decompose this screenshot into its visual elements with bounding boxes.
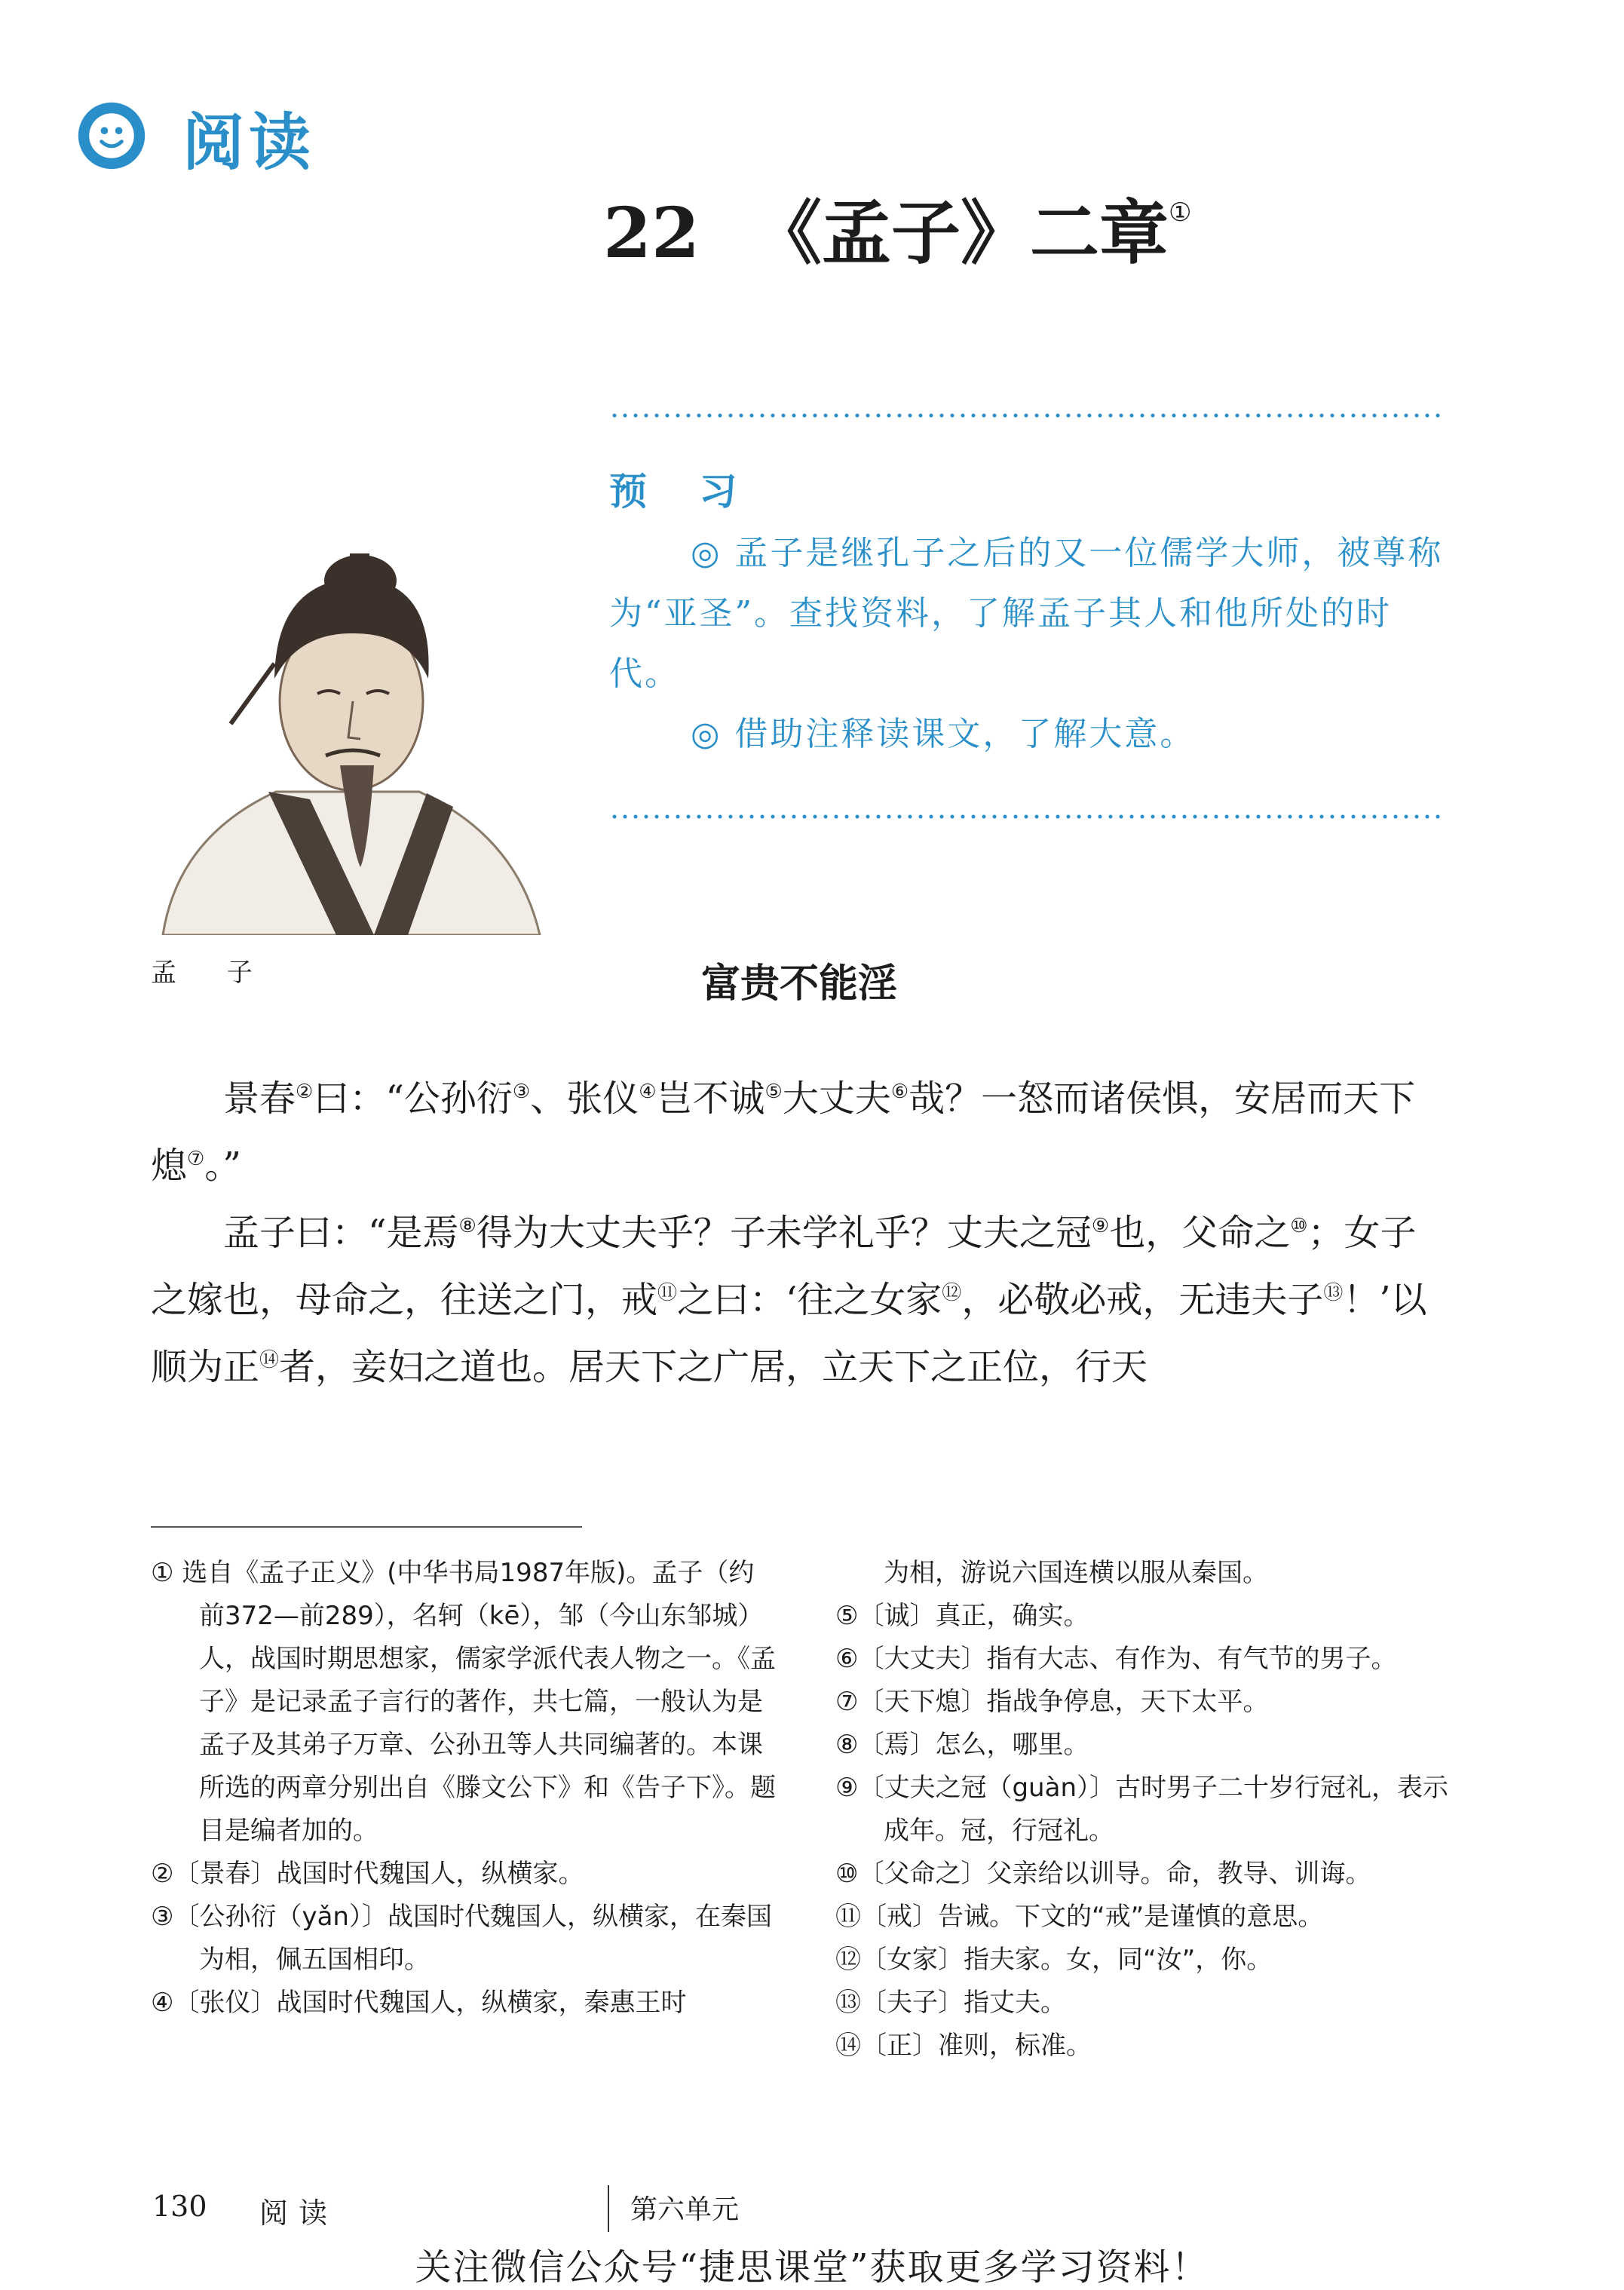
footnote-mark: ⑧: [458, 1215, 476, 1237]
mencius-portrait-icon: [148, 550, 547, 935]
lesson-title-note-mark: ①: [1169, 198, 1192, 228]
portrait-caption: 孟 子: [151, 958, 274, 988]
preview-item: ◎ 借助注释读课文，了解大意。: [691, 715, 1196, 753]
text-segment: ；女子之嫁也，母命之，往送之门，戒: [151, 1212, 1417, 1321]
text-segment: 曰：“公孙衍: [313, 1078, 513, 1120]
footnote-continuation: 为相，游说六国连横以服从秦国。: [884, 1558, 1268, 1588]
footer-unit: 第六单元: [630, 2194, 740, 2225]
footnote: ⑩〔父命之〕父亲给以训导。命，教导、训诲。: [835, 1859, 1371, 1889]
footnote: ③〔公孙衍（yǎn）〕战国时代魏国人，纵横家，在秦国为相，佩五国相印。: [151, 1902, 772, 1975]
footnote: ⑤〔诚〕真正，确实。: [835, 1601, 1089, 1631]
text-segment: 。”: [204, 1145, 241, 1187]
footnote-rule: [151, 1526, 582, 1528]
section-header: [75, 90, 377, 181]
footnote: ⑨〔丈夫之冠（guàn）〕古时男子二十岁行冠礼，表示成年。冠，行冠礼。: [835, 1773, 1448, 1846]
text-segment: ！’以顺为正: [151, 1279, 1427, 1388]
footnote-mark: ⑨: [1091, 1215, 1110, 1237]
text-segment: 大丈夫: [782, 1078, 891, 1120]
footnote-mark: ⑥: [890, 1081, 909, 1103]
footnote-mark: ⑪: [657, 1282, 678, 1304]
preview-box: [609, 461, 1454, 765]
footnote-mark: ⑦: [187, 1148, 205, 1170]
footnotes-right-column: [835, 1552, 1469, 2068]
footnote-mark: ②: [296, 1081, 314, 1103]
footnote: ⑭〔正〕准则，标准。: [835, 2031, 1092, 2061]
text-segment: 景春: [223, 1078, 296, 1120]
footnote-mark: ⑤: [765, 1081, 783, 1103]
text-segment: 也，父命之: [1109, 1212, 1291, 1254]
text-segment: 之曰：‘往之女家: [677, 1279, 942, 1321]
smiley-icon: [75, 100, 148, 172]
footnote-mark: ⑫: [942, 1282, 962, 1304]
text-paragraph: [151, 1062, 1448, 1196]
preview-item: ◎ 孟子是继孔子之后的又一位儒学大师，被尊称为“亚圣”。查找资料，了解孟子其人和他所处的时代。: [609, 534, 1444, 693]
footnote-mark: ⑬: [1323, 1282, 1344, 1304]
text-segment: 得为大丈夫乎？子未学礼乎？丈夫之冠: [476, 1212, 1092, 1254]
text-subtitle: 富贵不能淫: [700, 961, 897, 1007]
text-segment: ，必敬必戒，无违夫子: [961, 1279, 1324, 1321]
main-text: [151, 1062, 1448, 1397]
footnote: ① 选自《孟子正义》(中华书局1987年版)。孟子（约前372—前289），名轲（kē），邹（今山东邹城）人，战国时期思想家，儒家学派代表人物之一。《孟子》是记录孟子言行的著作，共七篇，一般认为是孟子及其弟子万章、公孙丑等人共同编著的。本课所选的两章分别出自《滕文公下》和《告子下》。题目是编者加的。: [151, 1558, 776, 1846]
footnote: ⑥〔大丈夫〕指有大志、有作为、有气节的男子。: [835, 1644, 1397, 1674]
page-number: 130: [152, 2190, 207, 2223]
footnote-mark: ④: [639, 1081, 657, 1103]
lesson-title-text: 《孟子》二章: [752, 192, 1169, 274]
footer-section: 阅读: [259, 2196, 339, 2230]
footnote: ②〔景春〕战国时代魏国人，纵横家。: [151, 1859, 584, 1889]
footnote: ⑫〔女家〕指夫家。女，同“汝”，你。: [835, 1945, 1273, 1975]
text-segment: 岂不诚: [656, 1078, 765, 1120]
footnote-mark: ③: [512, 1081, 531, 1103]
preview-bottom-divider: [609, 814, 1445, 819]
promo-text: 关注微信公众号“捷思课堂”获取更多学习资料！: [415, 2246, 1209, 2288]
footnote: ⑧〔焉〕怎么，哪里。: [835, 1730, 1089, 1760]
lesson-number: 22: [603, 192, 700, 274]
text-segment: 者，妾妇之道也。居天下之广居，立天下之正位，行天: [279, 1346, 1148, 1388]
lesson-title: [603, 178, 1192, 277]
footnote: ⑬〔夫子〕指丈夫。: [835, 1988, 1066, 2018]
text-segment: 、张仪: [530, 1078, 639, 1120]
footnote: ⑪〔戒〕告诫。下文的“戒”是谨慎的意思。: [835, 1902, 1324, 1932]
text-paragraph: [151, 1196, 1448, 1397]
footnote: ⑦〔天下熄〕指战争停息，天下太平。: [835, 1687, 1269, 1717]
footnotes-left-column: [151, 1552, 777, 2025]
footnote: ④〔张仪〕战国时代魏国人，纵横家，秦惠王时: [151, 1988, 687, 2018]
preview-label: 预 习: [609, 469, 757, 513]
preview-top-divider: [609, 413, 1445, 418]
footnote-mark: ⑩: [1290, 1215, 1308, 1237]
text-segment: 孟子曰：“是焉: [223, 1212, 459, 1254]
footnote-mark: ⑭: [259, 1349, 280, 1372]
section-title: 阅读: [182, 106, 316, 179]
footer-divider: [608, 2185, 609, 2232]
text-segment: 哉？一怒而诸侯惧，安居而天下熄: [151, 1078, 1416, 1187]
